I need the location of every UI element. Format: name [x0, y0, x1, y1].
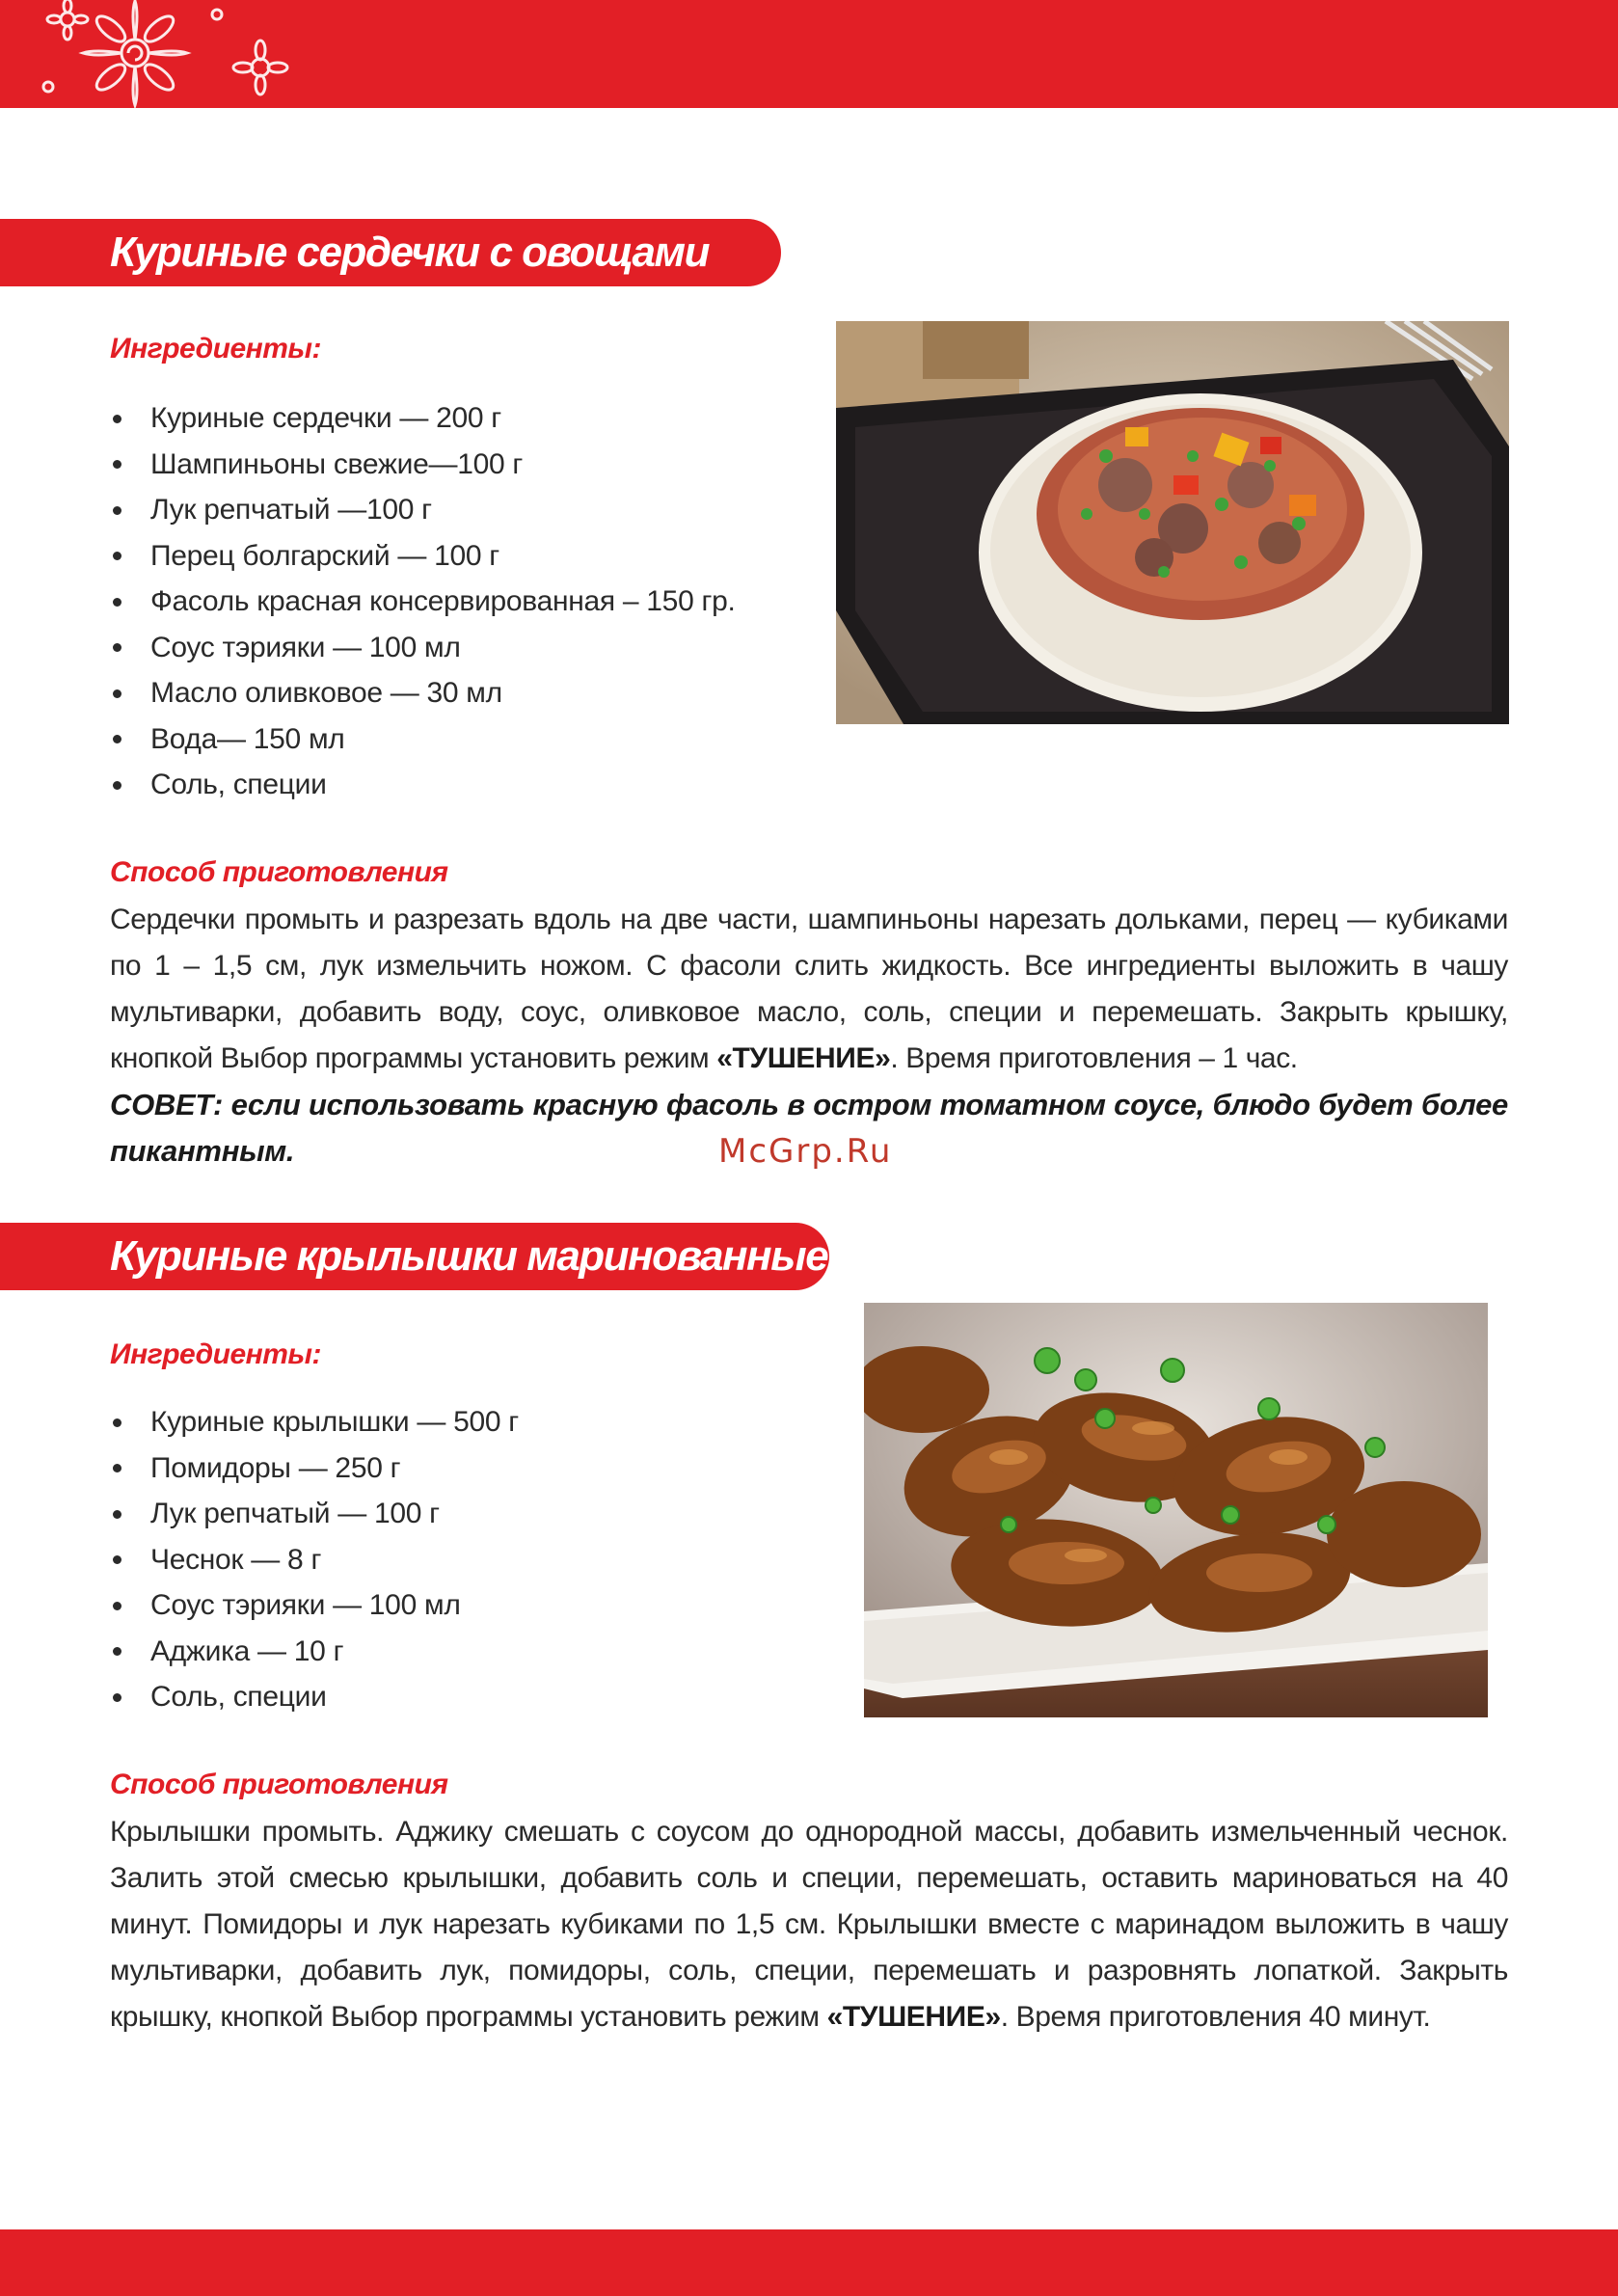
recipe2-title: Куриные крылышки маринованные: [110, 1232, 828, 1280]
recipe1-title-banner: [0, 219, 781, 286]
recipe1-method-label: Способ приготовления: [110, 856, 448, 888]
list-item: Фасоль красная консервированная – 150 гр.: [110, 579, 736, 625]
recipe1-method-text: [110, 897, 1508, 1082]
list-item: Соус тэрияки — 100 мл: [110, 625, 736, 671]
list-item: Масло оливковое — 30 мл: [110, 670, 736, 716]
list-item: Соус тэрияки — 100 мл: [110, 1582, 519, 1629]
cooking-mode: «ТУШЕНИЕ»: [826, 2001, 1001, 2033]
list-item: Перец болгарский — 100 г: [110, 533, 736, 580]
recipe2-dish-photo: [864, 1303, 1488, 1717]
list-item: Куриные сердечки — 200 г: [110, 395, 736, 442]
list-item: Аджика — 10 г: [110, 1629, 519, 1675]
footer-band: [0, 2229, 1618, 2296]
recipe2-method-label: Способ приготовления: [110, 1769, 448, 1800]
cooking-time: . Время приготовления 40 минут.: [1000, 2001, 1431, 2033]
list-item: Чеснок — 8 г: [110, 1537, 519, 1583]
list-item: Соль, специи: [110, 1674, 519, 1720]
recipe1-tip: СОВЕТ: если использовать красную фасоль в остром томатном соусе, блюдо будет более пикантным.: [110, 1088, 1508, 1168]
list-item: Лук репчатый — 100 г: [110, 1491, 519, 1537]
method-body: Сердечки промыть и разрезать вдоль на две части, шампиньоны нарезать дольками, перец — кубиками по 1 – 1,5 см, лук измельчить ножом. С фасоли слить жидкость. Все ингредиенты выложить в чашу мультиварки, добавить воду, соус, оливковое масло, соль, специи и перемешать. Закрыть крышку, кнопкой Выбор программы установить режим: [110, 904, 1508, 1074]
list-item: Вода— 150 мл: [110, 716, 736, 763]
list-item: Куриные крылышки — 500 г: [110, 1399, 519, 1445]
recipe1-title: Куриные сердечки с овощами: [110, 229, 709, 276]
watermark: McGrp.Ru: [718, 1132, 893, 1171]
list-item: Соль, специи: [110, 762, 736, 808]
recipe2-ingredients-label: Ингредиенты:: [110, 1338, 322, 1370]
recipe1-ingredients-label: Ингредиенты:: [110, 333, 322, 365]
list-item: Помидоры — 250 г: [110, 1445, 519, 1492]
recipe2-ingredient-list: [110, 1399, 519, 1720]
recipe2-title-banner: [0, 1223, 829, 1290]
recipe1-dish-photo: [836, 321, 1509, 724]
cooking-mode: «ТУШЕНИЕ»: [716, 1042, 891, 1074]
flower-ornament-icon: [29, 0, 337, 108]
method-body: Крылышки промыть. Аджику смешать с соусом до однородной массы, добавить измельченный чеснок. Залить этой смесью крылышки, добавить соль и специи, перемешать, оставить мариноваться на 40 минут. Помидоры и лук нарезать кубиками по 1,5 см. Крылышки вместе с маринадом выложить в чашу мультиварки, добавить лук, помидоры, соль, специи, перемешать и разровнять лопаткой. Закрыть крышку, кнопкой Выбор программы установить режим: [110, 1816, 1508, 2033]
recipe2-method-text: [110, 1809, 1508, 2040]
list-item: Лук репчатый —100 г: [110, 487, 736, 533]
cooking-time: . Время приготовления – 1 час.: [890, 1042, 1298, 1074]
list-item: Шампиньоны свежие—100 г: [110, 442, 736, 488]
recipe1-ingredient-list: [110, 395, 736, 808]
